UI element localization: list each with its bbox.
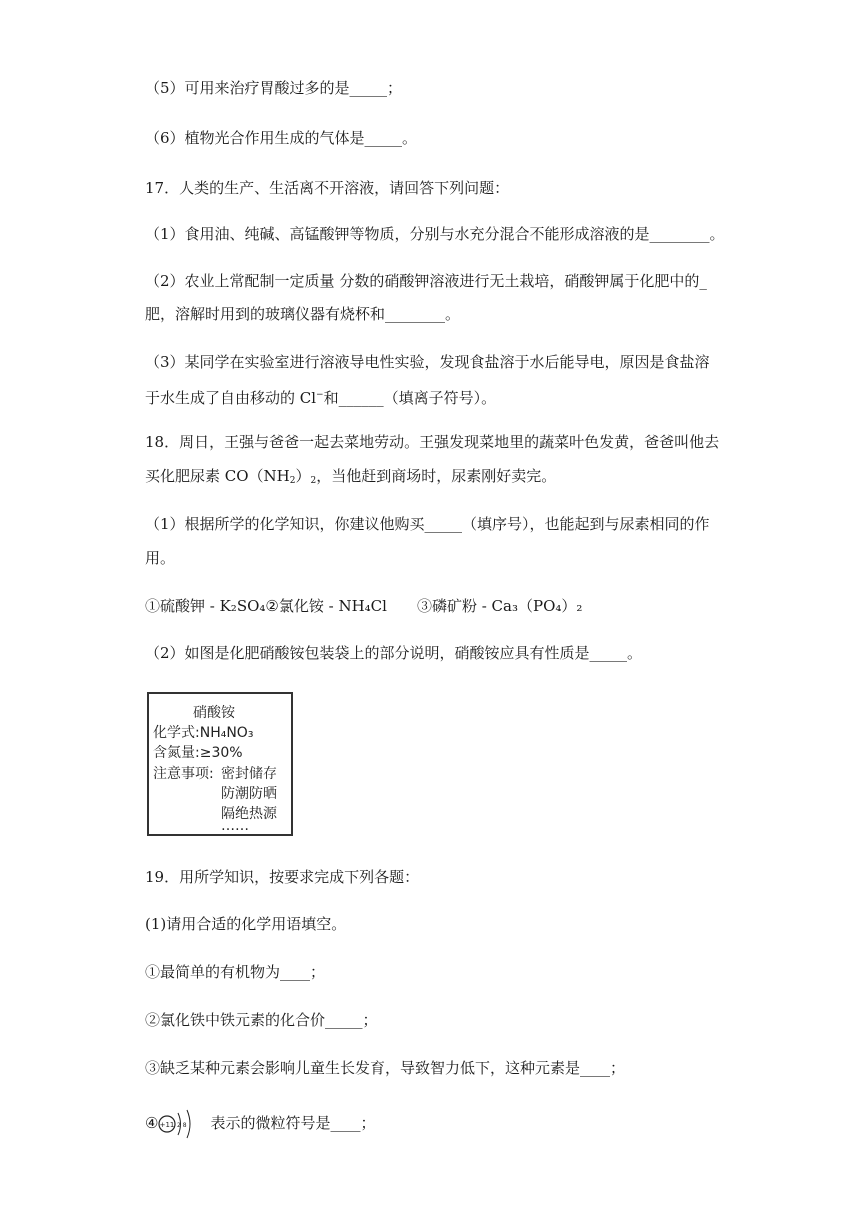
label-notes: 注意事项: [153, 766, 214, 782]
label-nitrogen: 含氮量:≥30% [153, 745, 243, 761]
atomic-structure-diagram [145, 1107, 201, 1141]
q19-1d-post: 表示的微粒符号是____； [210, 1114, 376, 1132]
label-note-1: 密封储存 [221, 766, 277, 782]
line-q19-1: (1)请用合适的化学用语填空。 [145, 915, 347, 933]
line-q17-2a: （2）农业上常配制一定质量 分数的硝酸钾溶液进行无土栽培，硝酸钾属于化肥中的_ [145, 272, 707, 290]
label-formula: 化学式:NH₄NO₃ [153, 725, 254, 741]
nucleus-charge: +11 [159, 1121, 175, 1129]
shell-arc-2 [187, 1110, 190, 1138]
shell-electrons: 2 8 [177, 1122, 187, 1129]
line-q18-2: （2）如图是化肥硝酸铵包装袋上的部分说明，硝酸铵应具有性质是_____。 [145, 644, 643, 662]
line-q17-2b: 肥，溶解时用到的玻璃仪器有烧杯和________。 [145, 305, 461, 323]
q18b-sub: 2 [289, 476, 296, 486]
line-q19-1c: ③缺乏某种元素会影响儿童生长发育，导致智力低下，这种元素是____； [145, 1059, 626, 1077]
line-q19-1a: ①最简单的有机物为____； [145, 963, 326, 981]
q18b-mid: ） [295, 467, 311, 485]
question-17: 17．人类的生产、生活离不开溶液，请回答下列问题： [145, 179, 510, 197]
q17-3b-post: 和______（填离子符号）。 [323, 389, 497, 407]
label-note-2: 防潮防晒 [221, 786, 277, 802]
question-19: 19．用所学知识，按要求完成下列各题： [145, 868, 420, 886]
label-note-3: 隔绝热源 [221, 806, 277, 822]
line-q16-6: （6）植物光合作用生成的气体是_____。 [145, 129, 418, 147]
line-q16-5: （5）可用来治疗胃酸过多的是_____； [145, 79, 403, 97]
line-q18-1a: （1）根据所学的化学知识，你建议他购买_____（填序号），也能起到与尿素相同的作 [145, 515, 710, 533]
q17-3b-pre: 于水生成了自由移动的 Cl [145, 389, 317, 407]
line-q17-1: （1）食用油、纯碱、高锰酸钾等物质，分别与水充分混合不能形成溶液的是________。 [145, 225, 725, 243]
q19-1d-pre: ④ [145, 1114, 159, 1132]
q17-3b-sup: − [316, 390, 324, 400]
line-q19-1b: ②氯化铁中铁元素的化合价_____； [145, 1011, 378, 1029]
question-18b [145, 466, 556, 491]
line-q17-3b [145, 385, 496, 408]
q18b-post: ，当他赶到商场时，尿素刚好卖完。 [316, 467, 557, 485]
line-q18-1b: 用。 [145, 549, 176, 567]
q18b-pre: 买化肥尿素 CO（NH [145, 467, 290, 485]
line-q17-3a: （3）某同学在实验室进行溶液导电性实验，发现食盐溶于水后能导电，原因是食盐溶 [145, 353, 710, 371]
line-q18-options: ①硫酸钾 - K₂SO₄②氯化铵 - NH₄Cl ③磷矿粉 - Ca₃（PO₄）₂ [145, 597, 583, 615]
question-18a: 18．周日，王强与爸爸一起去菜地劳动。王强发现菜地里的蔬菜叶色发黄，爸爸叫他去 [145, 433, 720, 451]
label-more: …… [221, 818, 249, 834]
fertilizer-label-box [147, 692, 293, 836]
label-title: 硝酸铵 [193, 705, 235, 721]
q18b-sub2: 2 [310, 476, 317, 486]
